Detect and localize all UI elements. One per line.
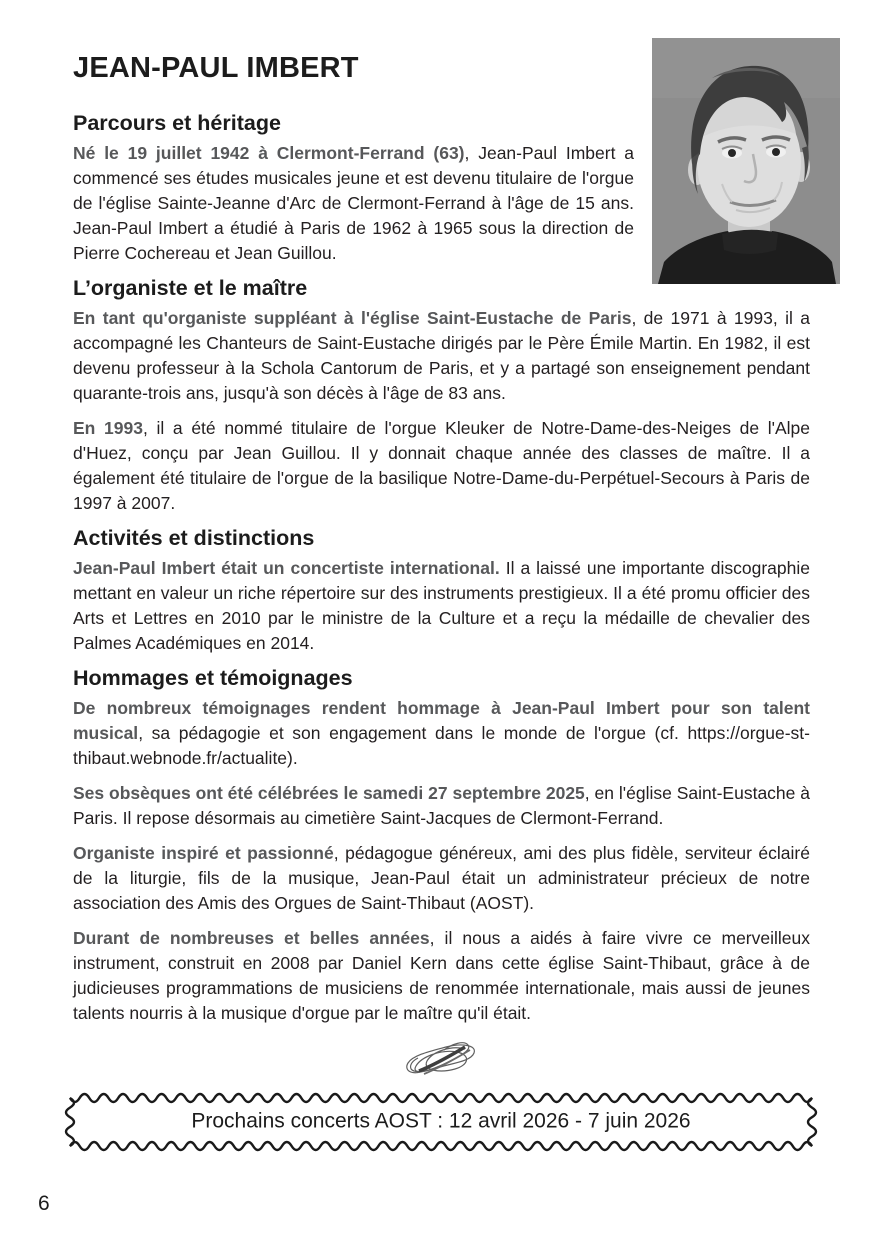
paragraph bbox=[73, 696, 810, 771]
paragraph-text: , Jean-Paul Imbert a commencé ses études musicales jeune et est devenu titulaire de l'orgue de l'église Sainte-Jeanne d'Arc de Clermont-Ferrand à l'âge de 15 ans. Jean-Paul Imbert a étudié à Paris de 1962 à 1965 sous la direction de Pierre Cochereau et Jean Guillou. bbox=[73, 143, 634, 263]
section-heading-hommages: Hommages et témoignages bbox=[73, 666, 353, 690]
paragraph-lead: De nombreux témoignages rendent hommage à Jean-Paul Imbert pour son talent musical bbox=[73, 698, 810, 743]
paragraph bbox=[73, 926, 810, 1026]
paragraph-lead: En tant qu'organiste suppléant à l'église Saint-Eustache de Paris bbox=[73, 308, 632, 328]
paragraph bbox=[73, 781, 810, 831]
paragraph-text: , sa pédagogie et son engagement dans le monde de l'orgue (cf. https://orgue-st-thibaut.webnode.fr/actualite). bbox=[73, 723, 810, 768]
paragraph-lead: Organiste inspiré et passionné bbox=[73, 843, 334, 863]
paragraph bbox=[73, 556, 810, 656]
paragraph-lead: Durant de nombreuses et belles années bbox=[73, 928, 430, 948]
paragraph bbox=[73, 306, 810, 406]
section-heading-parcours: Parcours et héritage bbox=[73, 111, 281, 135]
paragraph bbox=[73, 141, 634, 266]
flourish-graphic bbox=[396, 1036, 488, 1080]
paragraph-text: , de 1971 à 1993, il a accompagné les Chanteurs de Saint-Eustache dirigés par le Père Émile Martin. En 1982, il est devenu professeur à la Schola Cantorum de Paris, et y a partagé son enseignement pendant quarante-trois ans, jusqu'à son décès à l'âge de 83 ans. bbox=[73, 308, 810, 403]
paragraph-lead: Ses obsèques ont été célébrées le samedi 27 septembre 2025 bbox=[73, 783, 585, 803]
paragraph-text: , en l'église Saint-Eustache à Paris. Il repose désormais au cimetière Saint-Jacques de Clermont-Ferrand. bbox=[73, 783, 810, 828]
page-number: 6 bbox=[38, 1192, 50, 1215]
paragraph-lead: Jean-Paul Imbert était un concertiste international. bbox=[73, 558, 500, 578]
paragraph-text: , il a été nommé titulaire de l'orgue Kleuker de Notre-Dame-des-Neiges de l'Alpe d'Huez, conçu par Jean Guillou. Il y donnait chaque année des classes de maître. Il a également été titulaire de l'orgue de la basilique Notre-Dame-du-Perpétuel-Secours à Paris de 1997 à 2007. bbox=[73, 418, 811, 513]
calligraphic-flourish-icon bbox=[73, 1036, 810, 1080]
portrait-photo-graphic bbox=[652, 38, 840, 284]
concert-banner-text: Prochains concerts AOST : 12 avril 2026 - 7 juin 2026 bbox=[191, 1109, 691, 1133]
paragraph bbox=[73, 841, 810, 916]
section-heading-organiste: L’organiste et le maître bbox=[73, 276, 308, 300]
concert-banner bbox=[64, 1092, 818, 1152]
paragraph-text: , il nous a aidés à faire vivre ce merveilleux instrument, construit en 2008 par Daniel Kern dans cette église Saint-Thibaut, grâce à de judicieuses programmations de musiciens de renommée internationale, mais aussi de jeunes talents nourris à la musique d'orgue par le maître qu'il était. bbox=[73, 928, 810, 1023]
section-heading-activites: Activités et distinctions bbox=[73, 526, 315, 550]
paragraph-text: Il a laissé une importante discographie mettant en valeur un riche répertoire sur des instruments prestigieux. Il a été promu officier des Arts et Lettres en 2010 par le ministre de la Culture et a reçu la médaille de chevalier des Palmes Académiques en 2014. bbox=[73, 558, 810, 653]
page-title: JEAN-PAUL IMBERT bbox=[73, 52, 359, 84]
paragraph-lead: Né le 19 juillet 1942 à Clermont-Ferrand (63) bbox=[73, 143, 465, 163]
paragraph bbox=[73, 416, 810, 516]
portrait-photo bbox=[652, 38, 840, 284]
paragraph-text: , pédagogue généreux, ami des plus fidèle, serviteur éclairé de la liturgie, fils de la musique, Jean-Paul était un administrateur précieux de notre association des Amis des Orgues de Saint-Thibaut (AOST). bbox=[73, 843, 810, 913]
paragraph-lead: En 1993 bbox=[73, 418, 143, 438]
